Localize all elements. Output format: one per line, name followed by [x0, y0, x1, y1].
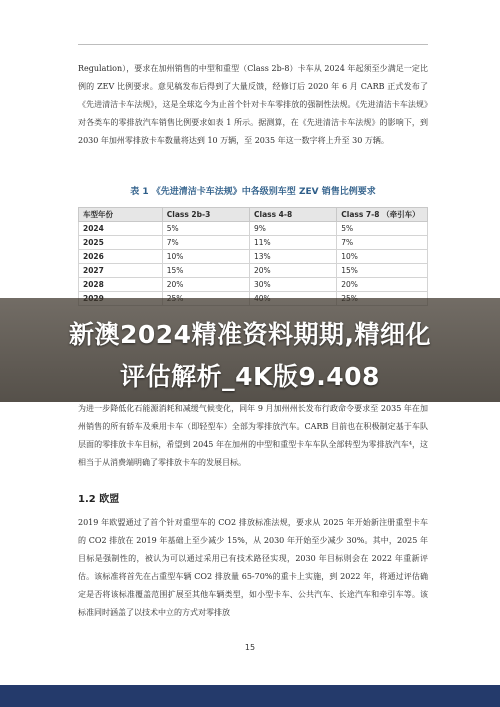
section-heading: 1.2 欧盟 [78, 494, 120, 505]
table-row [79, 250, 428, 264]
cell-value: 20% [162, 278, 249, 292]
table-row [79, 222, 428, 236]
cell-value: 5% [162, 222, 249, 236]
cell-year: 2026 [79, 250, 163, 264]
table-row [79, 264, 428, 278]
cell-value: 13% [250, 250, 337, 264]
header-rule [78, 44, 428, 45]
banner-title-line-2: 评估解析_4K版9.408 [120, 362, 380, 391]
cell-value: 20% [250, 264, 337, 278]
zev-sales-table [78, 207, 428, 306]
paragraph-california-order: 为进一步降低化石能源消耗和减缓气候变化，同年 9 月加州州长发布行政命令要求至 2035 年在加州销售的所有轿车及乘用卡车（即轻型车）全部为零排放汽车。CARB 目前也在积极制定基于车队层面的零排放卡车目标，希望到 2045 年在加州的中型和重型卡车车队全部转型为零排放汽车⁴，这相当于从消费端明确了零排放卡车的发展目标。 [78, 404, 428, 467]
cell-year: 2027 [79, 264, 163, 278]
paragraph-eu-standard: 2019 年欧盟通过了首个针对重型车的 CO2 排放标准法规，要求从 2025 年开始新注册重型卡车的 CO2 排放在 2019 年基础上至少减少 15%，从 2030 年开始至少减少 30%。其中，2025 年目标是强制性的，被认为可以通过采用已有技术路径实现，2030 年目标则会在 2022 年重新评估。该标准将首先在占重型车辆 CO2 排放量 65-70%的重卡上实施，到 2022 年，将通过评估确定是否将该标准覆盖范围扩展至其他车辆类型，如小型卡车、公共汽车、长途汽车和牵引车等。该标准同时涵盖了以技术中立的方式对零排放 [78, 518, 428, 617]
cell-value: 10% [162, 250, 249, 264]
cell-year: 2025 [79, 236, 163, 250]
header-class-7-8-tractor: Class 7-8 （牵引车） [337, 208, 428, 222]
header-model-year: 车型年份 [79, 208, 163, 222]
cell-value: 10% [337, 250, 428, 264]
table-caption: 表 1 《先进清洁卡车法规》中各级别车型 ZEV 销售比例要求 [130, 187, 376, 197]
cell-value: 20% [337, 278, 428, 292]
cell-value: 5% [337, 222, 428, 236]
banner-title-line-1: 新澳2024精准资料期期,精细化 [68, 320, 432, 349]
cell-value: 11% [250, 236, 337, 250]
table-row [79, 236, 428, 250]
header-class-2b-3: Class 2b-3 [162, 208, 249, 222]
table-header-row [79, 208, 428, 222]
cell-value: 15% [162, 264, 249, 278]
cell-value: 15% [337, 264, 428, 278]
table-row [79, 278, 428, 292]
cell-value: 9% [250, 222, 337, 236]
cell-value: 7% [162, 236, 249, 250]
page-number: 15 [244, 643, 256, 652]
paragraph-intro: Regulation），要求在加州销售的中型和重型（Class 2b-8）卡车从 2024 年起须至少满足一定比例的 ZEV 比例要求。意见稿发布后得到了大量反馈，经修订后 2020 年 6 月 CARB 正式发布了《先进清洁卡车法规》，这是全球迄今为止首个针对卡车零排放的强制性法规。《先进清洁卡车法规》对各类车的零排放汽车销售比例要求如表 1 所示。据测算，在《先进清洁卡车法规》的影响下，到 2030 年加州零排放卡车数量将达到 10 万辆，至 2035 年这一数字将上升至 30 万辆。 [78, 64, 428, 145]
cell-value: 30% [250, 278, 337, 292]
cell-value: 7% [337, 236, 428, 250]
cell-year: 2028 [79, 278, 163, 292]
bottom-bar [0, 685, 500, 707]
cell-year: 2024 [79, 222, 163, 236]
header-class-4-8: Class 4-8 [250, 208, 337, 222]
